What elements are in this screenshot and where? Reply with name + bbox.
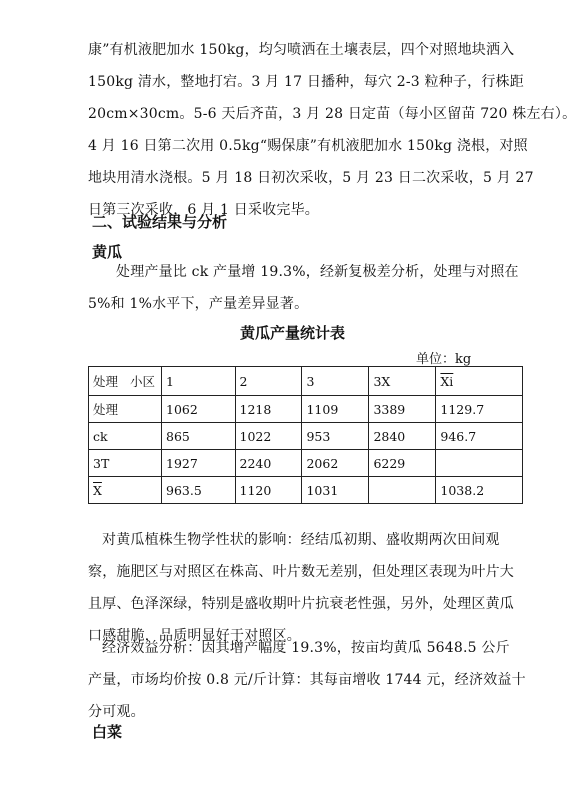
table-cell: 1038.2 [436, 477, 523, 504]
table-cell: 3389 [369, 396, 436, 423]
text-line: 康”有机液肥加水 150kg，均匀喷洒在土壤表层，四个对照地块洒入 [88, 42, 515, 58]
table-cell [369, 477, 436, 504]
text-line: 4 月 16 日第二次用 0.5kg“赐保康”有机液肥加水 150kg 浇根，对照 [88, 138, 528, 154]
table-cell: 1120 [235, 477, 302, 504]
table-cell [436, 450, 523, 477]
table-cell: 6229 [369, 450, 436, 477]
table-cell: 1031 [302, 477, 369, 504]
row-label: ck [89, 423, 162, 450]
row-label: $\overline{X}$ [89, 477, 162, 504]
table-cell: 963.5 [162, 477, 236, 504]
table-cell: 1218 [235, 396, 302, 423]
corner-label-plot: 小区 [130, 374, 156, 389]
table-cell: 1022 [235, 423, 302, 450]
table-cell: 2840 [369, 423, 436, 450]
table-cell: 865 [162, 423, 236, 450]
table-unit: 单位：kg [416, 352, 472, 367]
table-title: 黄瓜产量统计表 [239, 324, 345, 342]
paragraph-planting [88, 34, 577, 226]
paragraph-yield-summary [88, 256, 518, 320]
corner-label-treatment: 处理 [93, 374, 119, 389]
table-header-row [89, 367, 523, 396]
text-line: 产量，市场均价按 0.8 元/斤计算：其每亩增收 1744 元，经济效益十 [88, 672, 526, 688]
text-line: 且厚、色泽深绿，特别是盛收期叶片抗衰老性强，另外，处理区黄瓜 [88, 596, 514, 612]
table-row [89, 423, 523, 450]
column-header: 2 [235, 367, 302, 396]
text-line: 150kg 清水，整地打宕。3 月 17 日播种，每穴 2-3 粒种子，行株距 [88, 74, 524, 90]
text-line: 处理产量比 ck 产量增 19.3%，经新复极差分析，处理与对照在 [116, 264, 519, 280]
crop-heading-cabbage: 白菜 [92, 723, 123, 741]
table-cell: 953 [302, 423, 369, 450]
column-header: 1 [162, 367, 236, 396]
row-label: 处理 [89, 396, 162, 423]
table-row [89, 477, 523, 504]
text-line: 对黄瓜植株生物学性状的影响：经结瓜初期、盛收期两次田间观 [102, 532, 500, 548]
table-cell: 2240 [235, 450, 302, 477]
text-line: 分可观。 [88, 704, 145, 720]
row-label: 3T [89, 450, 162, 477]
table-cell: 1109 [302, 396, 369, 423]
text-line: 经济效益分析：因其增产幅度 19.3%，按亩均黄瓜 5648.5 公斤 [102, 640, 510, 656]
table-cell: 1129.7 [436, 396, 523, 423]
column-header: 3X [369, 367, 436, 396]
text-line: 地块用清水浇根。5 月 18 日初次采收，5 月 23 日二次采收，5 月 27 [88, 170, 534, 186]
text-line: 日第三次采收，6 月 1 日采收完毕。 [88, 202, 319, 218]
column-header: $\overline{Xi}$ [436, 367, 523, 396]
text-line: 20cm×30cm。5-6 天后齐苗，3 月 28 日定苗（每小区留苗 720 株左右）。 [88, 106, 577, 122]
table-cell: 1927 [162, 450, 236, 477]
table-row [89, 396, 523, 423]
table-row [89, 450, 523, 477]
column-header: 3 [302, 367, 369, 396]
yield-table [88, 366, 523, 504]
table-cell: 2062 [302, 450, 369, 477]
table-cell: 1062 [162, 396, 236, 423]
crop-heading-cucumber: 黄瓜 [92, 243, 123, 261]
text-line: 口感甜脆，品质明显好于对照区。 [88, 628, 301, 644]
text-line: 5%和 1%水平下，产量差异显著。 [88, 296, 309, 312]
text-line: 察，施肥区与对照区在株高、叶片数无差别，但处理区表现为叶片大 [88, 564, 514, 580]
paragraph-economics [88, 632, 526, 728]
section-heading: 二、试验结果与分析 [92, 213, 228, 231]
table-cell: 946.7 [436, 423, 523, 450]
table-corner-cell [89, 367, 162, 396]
